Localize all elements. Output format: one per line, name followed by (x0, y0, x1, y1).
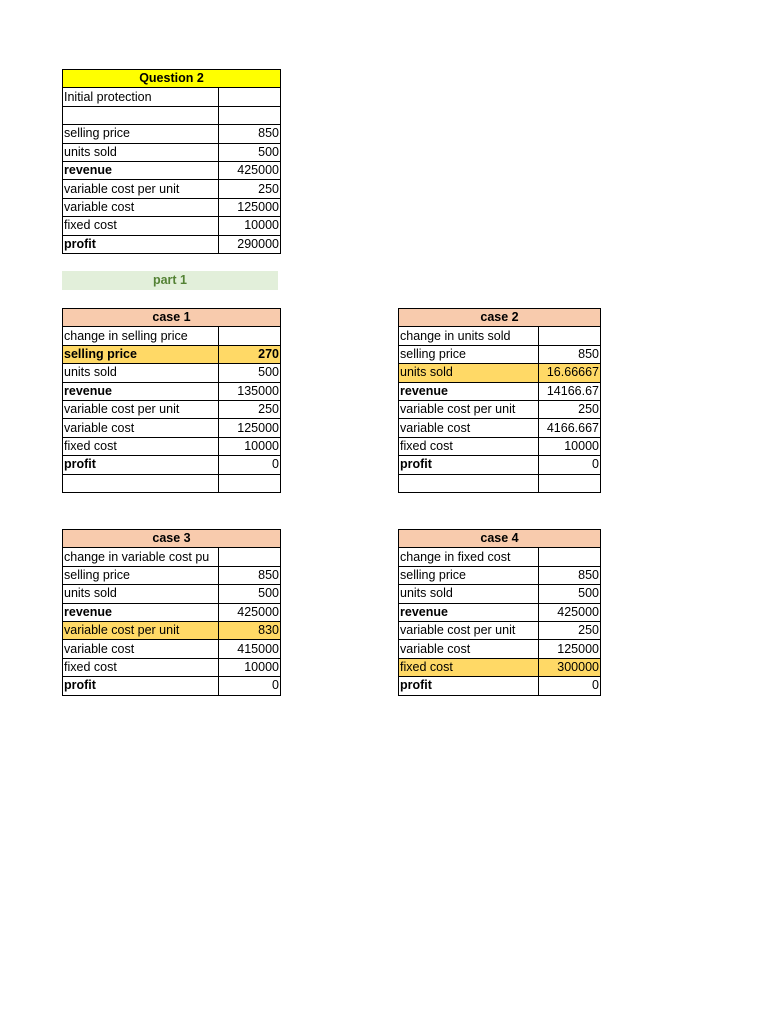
row-value-selling-price[interactable]: 270 (219, 345, 281, 363)
row-value-units-sold[interactable]: 500 (219, 585, 281, 603)
cell-empty[interactable] (539, 474, 601, 492)
row-value-variable-cost-per-unit[interactable]: 830 (219, 621, 281, 639)
table-row (399, 640, 601, 658)
cell-empty[interactable] (539, 548, 601, 566)
table-row (63, 198, 281, 216)
row-value-units-sold[interactable]: 500 (219, 364, 281, 382)
table-row (399, 382, 601, 400)
case2-header-row (399, 309, 601, 327)
row-label-variable-cost[interactable]: variable cost (399, 640, 539, 658)
row-label-variable-cost[interactable]: variable cost (399, 419, 539, 437)
row-label-fixed-cost[interactable]: fixed cost (63, 658, 219, 676)
cell-empty[interactable] (539, 327, 601, 345)
table-row (63, 621, 281, 639)
table-row (63, 566, 281, 584)
case3-subtitle[interactable]: change in variable cost pu (63, 548, 219, 566)
row-value-selling-price[interactable]: 850 (219, 125, 281, 143)
row-label-units-sold[interactable]: units sold (63, 364, 219, 382)
row-label-units-sold[interactable]: units sold (63, 143, 219, 161)
row-label-profit[interactable]: profit (399, 677, 539, 695)
table-row (63, 603, 281, 621)
table-row (63, 585, 281, 603)
case1-table (62, 308, 281, 493)
case3-title[interactable]: case 3 (63, 530, 281, 548)
table-row (399, 419, 601, 437)
row-label-fixed-cost[interactable]: fixed cost (399, 437, 539, 455)
table-row (63, 125, 281, 143)
row-label-revenue[interactable]: revenue (63, 382, 219, 400)
row-label-units-sold[interactable]: units sold (399, 585, 539, 603)
row-label-selling-price[interactable]: selling price (399, 566, 539, 584)
table-row (63, 419, 281, 437)
case2-subtitle[interactable]: change in units sold (399, 327, 539, 345)
row-value-profit[interactable]: 0 (539, 456, 601, 474)
case3-header-row (63, 530, 281, 548)
row-label-variable-cost-per-unit[interactable]: variable cost per unit (399, 621, 539, 639)
row-value-selling-price[interactable]: 850 (219, 566, 281, 584)
row-value-selling-price[interactable]: 850 (539, 566, 601, 584)
table-row (63, 235, 281, 253)
row-label-fixed-cost[interactable]: fixed cost (63, 217, 219, 235)
row-label-variable-cost[interactable]: variable cost (63, 640, 219, 658)
table-row (399, 456, 601, 474)
part-label[interactable]: part 1 (62, 271, 278, 290)
table-row (63, 106, 281, 124)
table-row (63, 548, 281, 566)
row-label-fixed-cost[interactable]: fixed cost (63, 437, 219, 455)
row-value-variable-cost-per-unit[interactable]: 250 (539, 621, 601, 639)
row-value-revenue[interactable]: 135000 (219, 382, 281, 400)
case2-table (398, 308, 601, 493)
table-row (399, 548, 601, 566)
question-table (62, 69, 281, 254)
table-row (63, 677, 281, 695)
row-value-revenue[interactable]: 14166.67 (539, 382, 601, 400)
row-label-selling-price[interactable]: selling price (63, 566, 219, 584)
table-row (63, 161, 281, 179)
row-label-selling-price[interactable]: selling price (399, 345, 539, 363)
row-label-revenue[interactable]: revenue (399, 603, 539, 621)
table-row (399, 566, 601, 584)
row-label-profit[interactable]: profit (63, 456, 219, 474)
case1-header-row (63, 309, 281, 327)
table-row (63, 382, 281, 400)
case4-subtitle[interactable]: change in fixed cost (399, 548, 539, 566)
row-label-profit[interactable]: profit (399, 456, 539, 474)
row-value-fixed-cost[interactable]: 10000 (539, 437, 601, 455)
case4-title[interactable]: case 4 (399, 530, 601, 548)
row-value-profit[interactable]: 0 (219, 677, 281, 695)
row-value-variable-cost[interactable]: 125000 (539, 640, 601, 658)
row-value-variable-cost[interactable]: 125000 (219, 419, 281, 437)
row-label-units-sold[interactable]: units sold (63, 585, 219, 603)
table-row (63, 474, 281, 492)
table-row (63, 364, 281, 382)
row-value-variable-cost-per-unit[interactable]: 250 (539, 400, 601, 418)
row-value-fixed-cost[interactable]: 10000 (219, 437, 281, 455)
table-row (63, 217, 281, 235)
row-label-profit[interactable]: profit (63, 677, 219, 695)
table-row (399, 437, 601, 455)
row-label-variable-cost[interactable]: variable cost (63, 198, 219, 216)
cell-empty[interactable] (219, 327, 281, 345)
table-row (399, 585, 601, 603)
case1-subtitle[interactable]: change in selling price (63, 327, 219, 345)
case2-title[interactable]: case 2 (399, 309, 601, 327)
row-value-revenue[interactable]: 425000 (539, 603, 601, 621)
row-label-revenue[interactable]: revenue (63, 603, 219, 621)
row-value-variable-cost-per-unit[interactable]: 250 (219, 400, 281, 418)
row-value-fixed-cost[interactable]: 300000 (539, 658, 601, 676)
row-value-units-sold[interactable]: 500 (219, 143, 281, 161)
row-value-revenue[interactable]: 425000 (219, 161, 281, 179)
cell-empty[interactable] (219, 548, 281, 566)
table-row (63, 327, 281, 345)
row-value-variable-cost-per-unit[interactable]: 250 (219, 180, 281, 198)
question-subtitle[interactable]: Initial protection (63, 88, 219, 106)
row-value-fixed-cost[interactable]: 10000 (219, 217, 281, 235)
row-label-selling-price[interactable]: selling price (63, 345, 219, 363)
cell-empty[interactable] (399, 474, 539, 492)
table-row (399, 658, 601, 676)
table-row (63, 400, 281, 418)
cell-empty[interactable] (219, 106, 281, 124)
case3-table (62, 529, 281, 696)
row-label-profit[interactable]: profit (63, 235, 219, 253)
row-value-profit[interactable]: 0 (539, 677, 601, 695)
table-row (63, 640, 281, 658)
case1-title[interactable]: case 1 (63, 309, 281, 327)
table-row (399, 603, 601, 621)
row-value-fixed-cost[interactable]: 10000 (219, 658, 281, 676)
question-title[interactable]: Question 2 (63, 70, 281, 88)
row-label-revenue[interactable]: revenue (63, 161, 219, 179)
table-row (63, 88, 281, 106)
row-value-profit[interactable]: 0 (219, 456, 281, 474)
row-value-variable-cost[interactable]: 4166.667 (539, 419, 601, 437)
question-header-row (63, 70, 281, 88)
case4-table (398, 529, 601, 696)
cell-empty[interactable] (63, 106, 219, 124)
table-row (399, 364, 601, 382)
table-row (63, 143, 281, 161)
table-row (63, 345, 281, 363)
cell-empty[interactable] (63, 474, 219, 492)
row-label-units-sold[interactable]: units sold (399, 364, 539, 382)
table-row (399, 345, 601, 363)
row-label-selling-price[interactable]: selling price (63, 125, 219, 143)
row-label-variable-cost-per-unit[interactable]: variable cost per unit (399, 400, 539, 418)
row-label-variable-cost-per-unit[interactable]: variable cost per unit (63, 621, 219, 639)
table-row (399, 400, 601, 418)
table-row (399, 621, 601, 639)
row-value-variable-cost[interactable]: 125000 (219, 198, 281, 216)
table-row (399, 327, 601, 345)
table-row (63, 437, 281, 455)
row-value-revenue[interactable]: 425000 (219, 603, 281, 621)
row-label-variable-cost-per-unit[interactable]: variable cost per unit (63, 400, 219, 418)
row-label-fixed-cost[interactable]: fixed cost (399, 658, 539, 676)
case4-header-row (399, 530, 601, 548)
row-value-profit[interactable]: 290000 (219, 235, 281, 253)
table-row (399, 474, 601, 492)
table-row (399, 677, 601, 695)
table-row (63, 180, 281, 198)
table-row (63, 658, 281, 676)
row-value-variable-cost[interactable]: 415000 (219, 640, 281, 658)
row-value-units-sold[interactable]: 16.66667 (539, 364, 601, 382)
row-label-revenue[interactable]: revenue (399, 382, 539, 400)
table-row (63, 456, 281, 474)
row-label-variable-cost[interactable]: variable cost (63, 419, 219, 437)
row-value-selling-price[interactable]: 850 (539, 345, 601, 363)
cell-empty[interactable] (219, 474, 281, 492)
row-label-variable-cost-per-unit[interactable]: variable cost per unit (63, 180, 219, 198)
cell-empty[interactable] (219, 88, 281, 106)
row-value-units-sold[interactable]: 500 (539, 585, 601, 603)
